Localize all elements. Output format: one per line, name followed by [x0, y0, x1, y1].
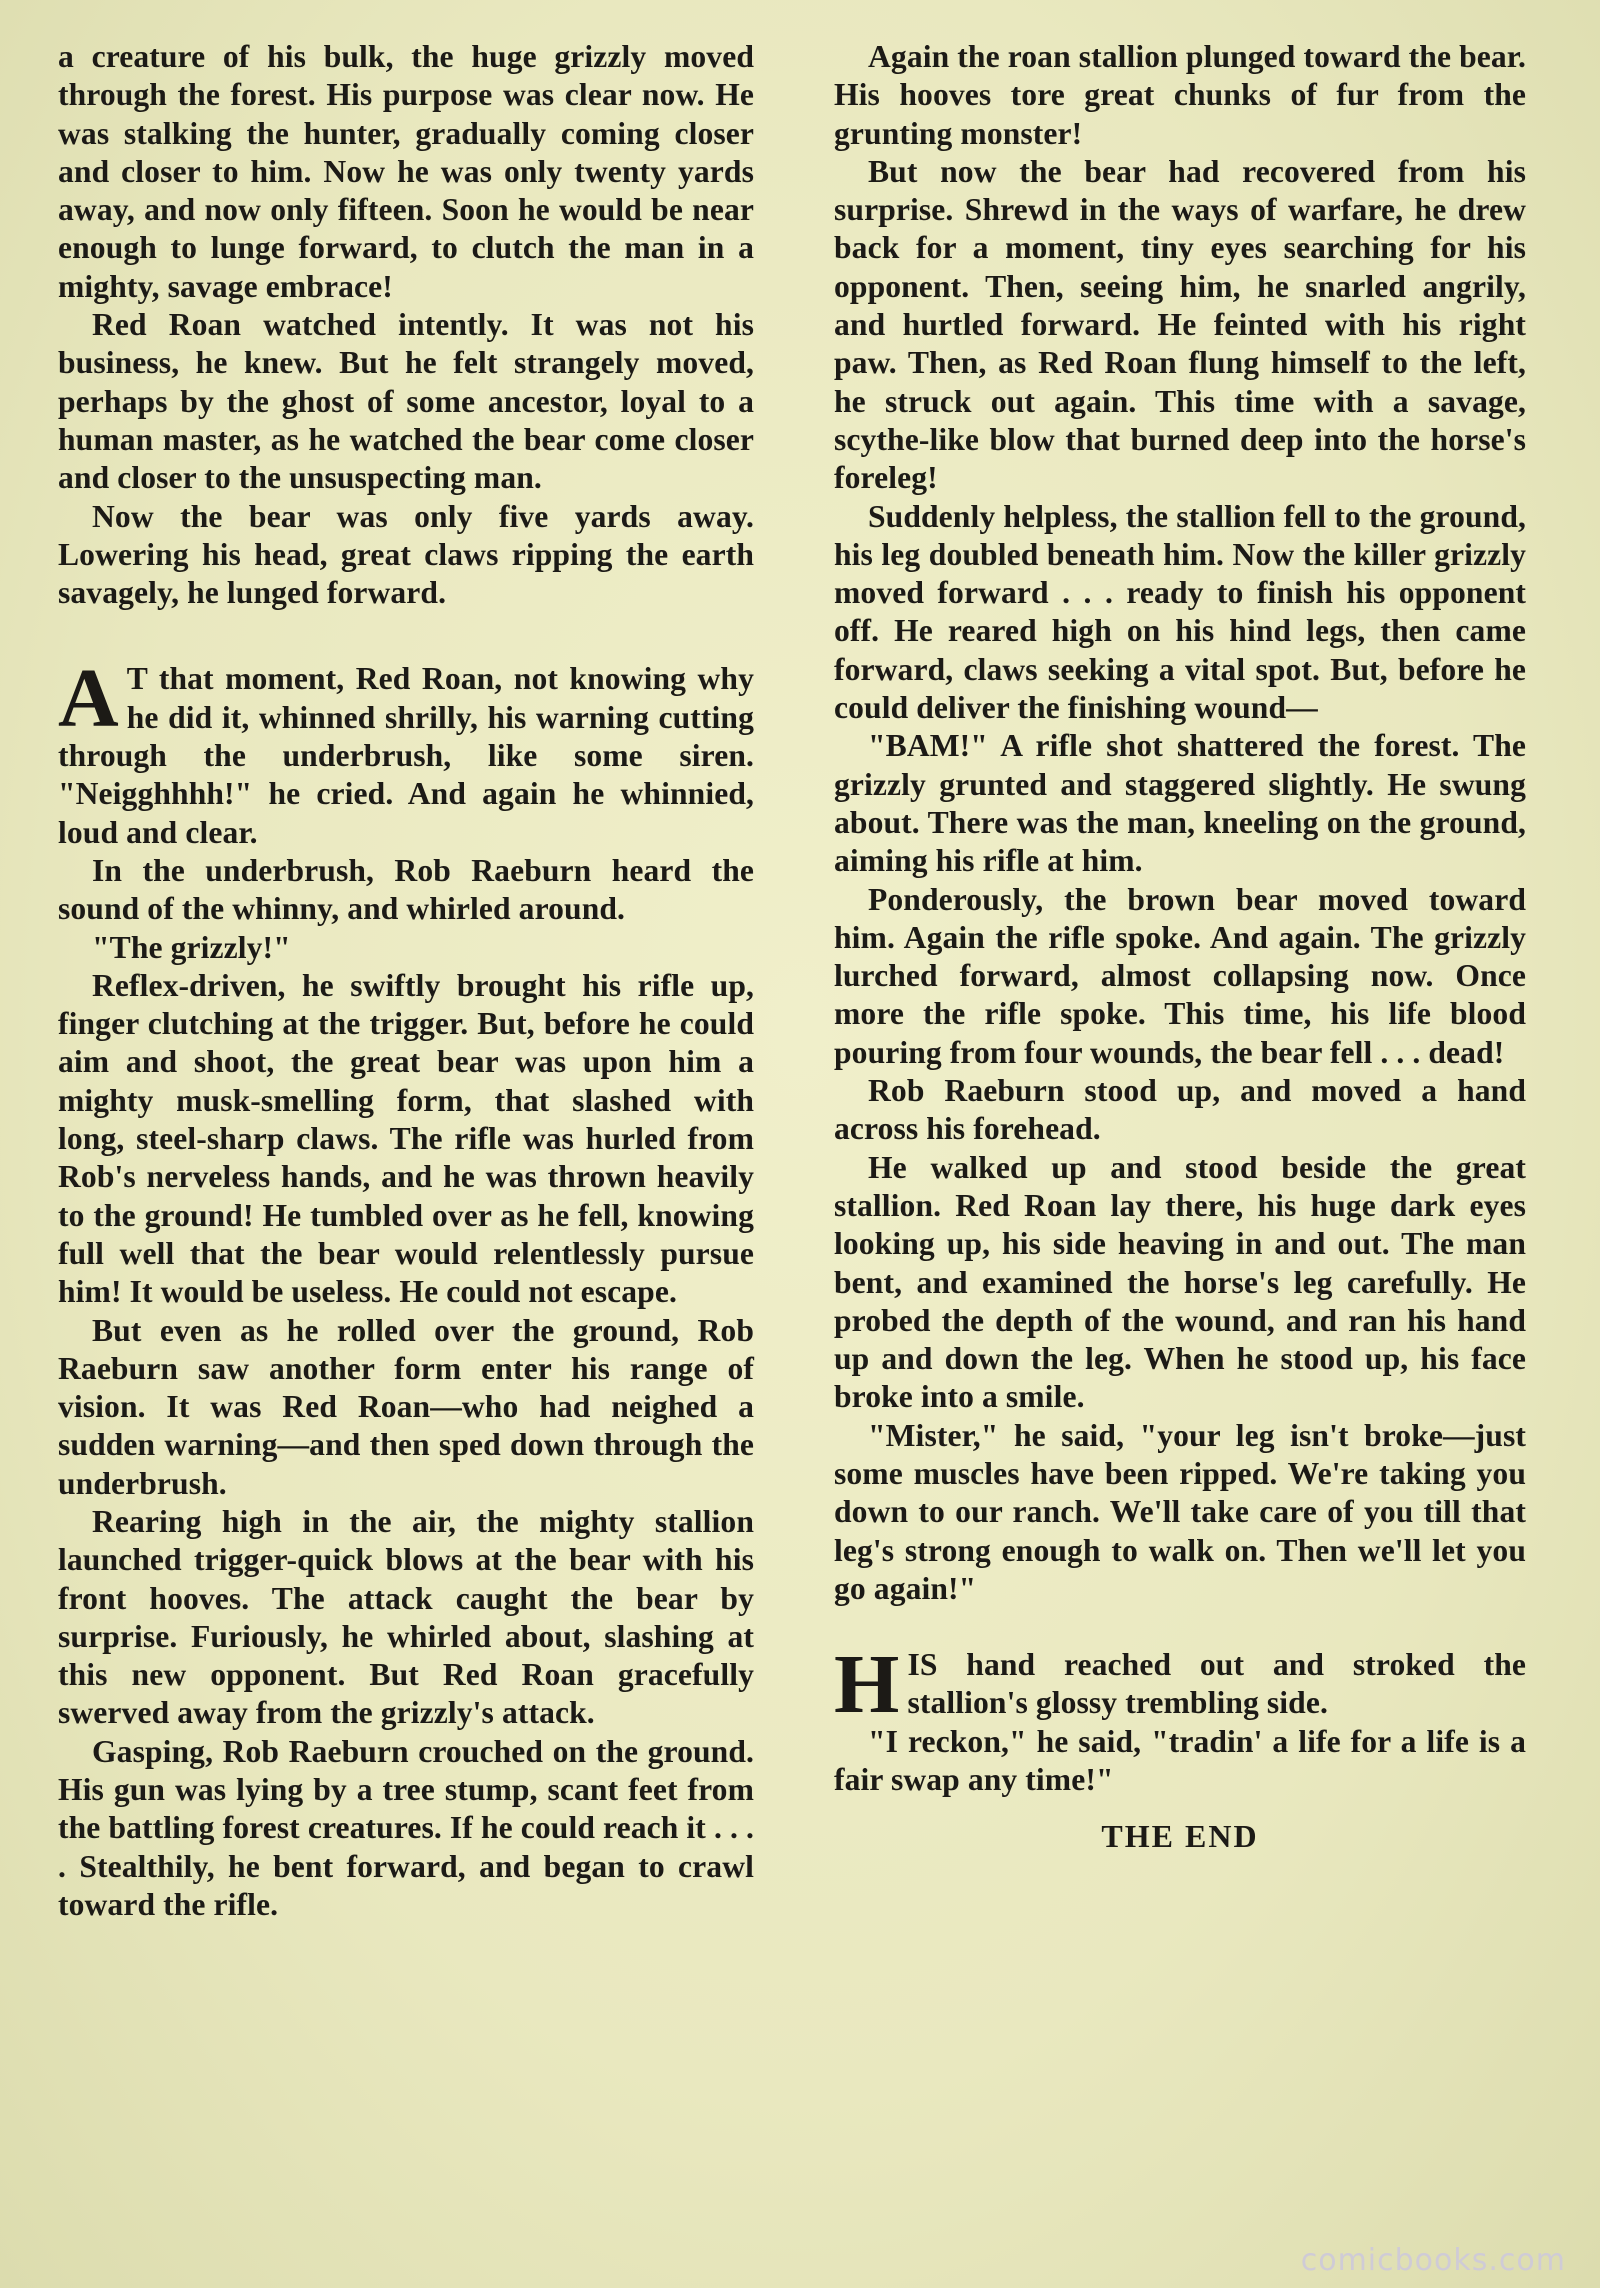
drop-cap-letter: A: [58, 652, 119, 746]
paragraph: In the underbrush, Rob Raeburn heard the sound of the whinny, and whirled around.: [58, 852, 754, 927]
paragraph-text: IS hand reached out and stroked the stallion's glossy trembling side.: [907, 1647, 1526, 1721]
paragraph: Ponderously, the brown bear moved toward him. Again the rifle spoke. And again. The grizzly lurched forward, almost collapsing now. Once more the rifle spoke. This time, his life blood pouring from four wounds, the bear fell . . . dead!: [834, 881, 1526, 1070]
paragraph: "I reckon," he said, "tradin' a life for a life is a fair swap any time!": [834, 1723, 1526, 1798]
paragraph: "Mister," he said, "your leg isn't broke—just some muscles have been ripped. We're taking you down to our ranch. We'll take care of you till that leg's strong enough to walk on. Then we'll let you go again!": [834, 1417, 1526, 1606]
the-end-heading: THE END: [1101, 1818, 1259, 1855]
paragraph: Suddenly helpless, the stallion fell to the ground, his leg doubled beneath him. Now the killer grizzly moved forward . . . ready to finish his opponent off. He reared high on his hind legs, then came forward, claws seeking a vital spot. But, before he could deliver the finishing wound—: [834, 498, 1526, 726]
paragraph: Gasping, Rob Raeburn crouched on the ground. His gun was lying by a tree stump, scant feet from the battling forest creatures. If he could reach it . . . . Stealthily, he bent forward, and began to crawl toward the rifle.: [58, 1733, 754, 1922]
paragraph: But now the bear had recovered from his surprise. Shrewd in the ways of warfare, he drew back for a moment, tiny eyes searching for his opponent. Then, seeing him, he snarled angrily, and hurtled forward. He feinted with his right paw. Then, as Red Roan flung himself to the left, he struck out again. This time with a savage, scythe-like blow that burned deep into the horse's foreleg!: [834, 153, 1526, 496]
watermark: comicbooks.com: [1300, 2243, 1566, 2278]
paragraph-text: T that moment, Red Roan, not knowing why he did it, whinned shrilly, his warning cutting through the underbrush, like some siren. "Neigghhhh!" he cried. And again he whinnied, loud and clear.: [58, 661, 754, 850]
drop-cap-letter: H: [834, 1638, 900, 1732]
paragraph: "The grizzly!": [92, 929, 291, 965]
paragraph: a creature of his bulk, the huge grizzly moved through the forest. His purpose was clear now. He was stalking the hunter, gradually coming closer and closer to him. Now he was only twenty yards away, and now only fifteen. Soon he would be near enough to lunge forward, to clutch the man in a mighty, savage embrace!: [58, 39, 754, 304]
paragraph: Again the roan stallion plunged toward the bear. His hooves tore great chunks of fur from the grunting monster!: [834, 39, 1526, 151]
paragraph-with-dropcap: [834, 1638, 1526, 1732]
paragraph: Rob Raeburn stood up, and moved a hand across his forehead.: [834, 1073, 1526, 1147]
section-break: [58, 612, 754, 660]
right-text-column: [834, 38, 1526, 1856]
paragraph: Reflex-driven, he swiftly brought his rifle up, finger clutching at the trigger. But, before he could aim and shoot, the great bear was upon him a mighty musk-smelling form, that slashed with long, steel-sharp claws. The rifle was hurled from Rob's nerveless hands, and he was thrown heavily to the ground! He tumbled over as he fell, knowing full well that the bear would relentlessly pursue him! It would be useless. He could not escape.: [58, 967, 754, 1310]
paragraph: Red Roan watched intently. It was not his business, he knew. But he felt strangely moved, perhaps by the ghost of some ancestor, loyal to a human master, as he watched the bear come closer and closer to the unsuspecting man.: [58, 307, 754, 496]
left-text-column: [58, 38, 754, 1924]
paragraph: Rearing high in the air, the mighty stallion launched trigger-quick blows at the bear with his front hooves. The attack caught the bear by surprise. Furiously, he whirled about, slashing at this new opponent. But Red Roan gracefully swerved away from the grizzly's attack.: [58, 1503, 754, 1731]
paragraph: But even as he rolled over the ground, Rob Raeburn saw another form enter his range of vision. It was Red Roan—who had neighed a sudden warning—and then sped down through the underbrush.: [58, 1312, 754, 1501]
paragraph: He walked up and stood beside the great stallion. Red Roan lay there, his huge dark eyes looking up, his side heaving in and out. The man bent, and examined the horse's leg carefully. He probed the depth of the wound, and ran his hand up and down the leg. When he stood up, his face broke into a smile.: [834, 1149, 1526, 1415]
paragraph: "BAM!" A rifle shot shattered the forest. The grizzly grunted and staggered slightly. He swung about. There was the man, kneeling on the ground, aiming his rifle at him.: [834, 728, 1526, 879]
paragraph: Now the bear was only five yards away. Lowering his head, great claws ripping the earth savagely, he lunged forward.: [58, 498, 754, 611]
section-break: [834, 1608, 1526, 1646]
paragraph-with-dropcap: [58, 652, 754, 851]
